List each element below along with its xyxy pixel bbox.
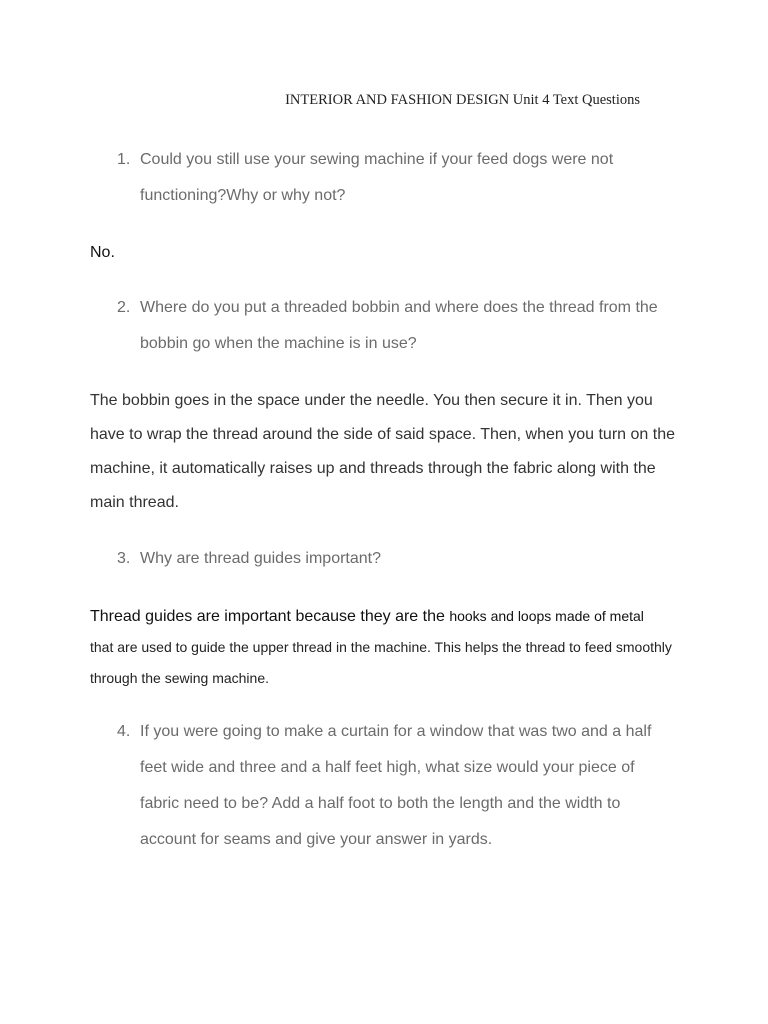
question-text: Where do you put a threaded bobbin and where does the thread from the bobbin go when the machine is in use?: [140, 299, 658, 352]
answer-2: The bobbin goes in the space under the needle. You then secure it in. Then you have to wrap the thread around the side of said space. Then, when you turn on the machine, it automatically raises up and threads through the fabric along with the main thread.: [90, 392, 675, 511]
answer-3-rest: that are used to guide the upper thread in the machine. This helps the thread to feed smoothly through the sewing machine.: [90, 639, 672, 686]
question-text: Could you still use your sewing machine if your feed dogs were not functioning?Why or why not?: [140, 151, 614, 204]
document-title: INTERIOR AND FASHION DESIGN Unit 4 Text Questions: [285, 92, 640, 108]
question-number: 2.: [117, 299, 131, 316]
answer-3-line: [90, 601, 690, 632]
answer-1: No.: [90, 244, 115, 261]
question-text: If you were going to make a curtain for a window that was two and a half feet wide and three and a half feet high, what size would your piece of fabric need to be? Add a half foot to both the length and the width to account for seams and give your answer in yards.: [140, 723, 652, 848]
question-text: Why are thread guides important?: [140, 550, 382, 567]
question-number: 1.: [117, 151, 131, 168]
question-1: [117, 142, 677, 214]
question-number: 4.: [117, 723, 131, 740]
answer-3-continuation: hooks and loops made of metal: [449, 608, 644, 624]
question-4: [117, 714, 677, 858]
question-number: 3.: [117, 550, 131, 567]
answer-3: [90, 601, 690, 694]
answer-3-lead: Thread guides are important because they are the: [90, 608, 450, 625]
question-2: [117, 290, 677, 362]
question-3: [117, 541, 677, 577]
